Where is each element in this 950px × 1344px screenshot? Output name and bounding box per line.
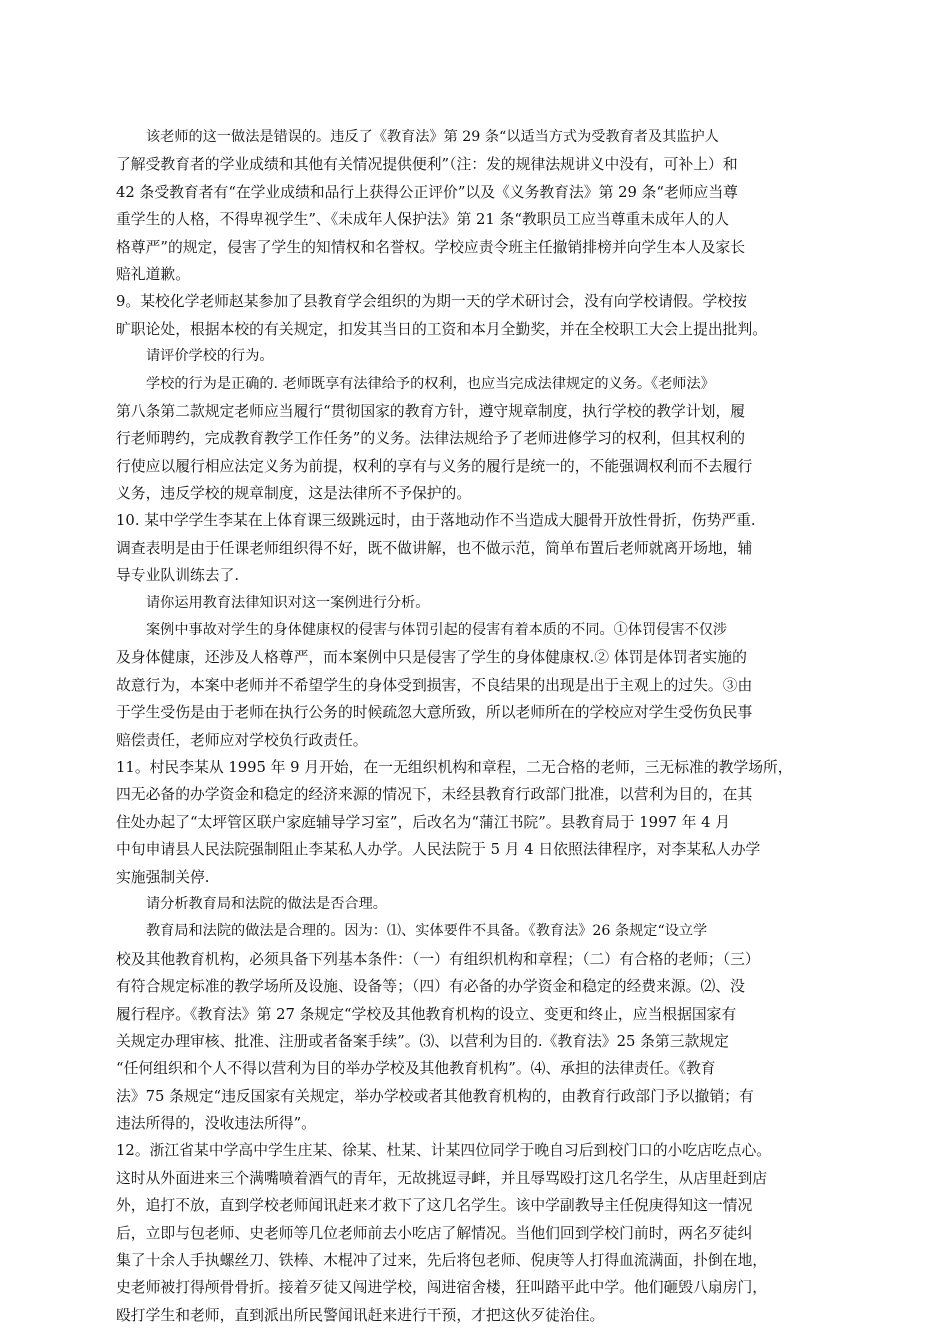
text-line: 有符合规定标准的教学场所及设施、设备等；（四）有必备的办学资金和稳定的经费来源。⑵、没 (116, 978, 745, 996)
text-line: 请分析教育局和法院的做法是否合理。 (146, 895, 387, 912)
text-line: 于学生受伤是由于老师在执行公务的时候疏忽大意所致，所以老师所在的学校应对学生受伤负民事 (116, 704, 753, 722)
text-line: 关规定办理审核、批准、注册或者备案手续”。⑶、以营利为目的.《教育法》25 条第三款规定 (116, 1032, 729, 1050)
text-line: “任何组织和个人不得以营利为目的举办学校及其他教育机构”。⑷、承担的法律责任。《教育 (116, 1060, 716, 1078)
text-line: 重学生的人格，不得卑视学生”、《未成年人保护法》第 21 条“教职员工应当尊重未成年人的人 (116, 211, 730, 229)
text-line: 行老师聘约，完成教育教学工作任务”的义务。法律法规给予了老师进修学习的权利，但其权利的 (116, 430, 746, 448)
text-line: 赔偿责任，老师应对学校负行政责任。 (116, 731, 368, 749)
text-line: 了解受教育者的学业成绩和其他有关情况提供便利”（注：发的规律法规讲义中没有，可补上）和 (116, 156, 738, 174)
text-line: 校及其他教育机构，必须具备下列基本条件：（一）有组织机构和章程；（二）有合格的老师；（三） (116, 950, 760, 968)
text-line: 教育局和法院的做法是合理的。因为：⑴、实体要件不具备。《教育法》26 条规定“设立学 (146, 923, 708, 940)
text-line: 案例中事故对学生的身体健康权的侵害与体罚引起的侵害有着本质的不同。①体罚侵害不仅涉 (146, 622, 728, 639)
text-line: 该老师的这一做法是错误的。违反了《教育法》第 29 条“以适当方式为受教育者及其监护人 (146, 129, 719, 145)
text-line: 旷职论处，根据本校的有关规定，扣发其当日的工资和本月全勤奖，并在全校职工大会上提出批判。 (116, 320, 768, 338)
text-line: 违法所得的，没收违法所得”。 (116, 1115, 316, 1133)
text-line: 履行程序。《教育法》第 27 条规定“学校及其他教育机构的设立、变更和终止，应当根据国家有 (116, 1005, 737, 1023)
text-line: 12。浙江省某中学高中学生庄某、徐某、杜某、计某四位同学于晚自习后到校门口的小吃店吃点心。 (116, 1142, 772, 1160)
text-line: 住处办起了“太坪管区联户家庭辅导学习室”，后改名为“蒲江书院”。县教育局于 1997 年 4 月 (116, 813, 731, 831)
text-line: 中旬申请县人民法院强制阻止李某私人办学。人民法院于 5 月 4 日依照法律程序，对李某私人办学 (116, 841, 761, 859)
document-page (116, 124, 836, 1329)
text-line: 法》75 条规定“违反国家有关规定，举办学校或者其他教育机构的，由教育行政部门予以撤销；有 (116, 1087, 754, 1105)
text-line: 请你运用教育法律知识对这一案例进行分析。 (146, 594, 430, 611)
text-line: 赔礼道歉。 (116, 265, 190, 283)
text-line: 调查表明是由于任课老师组织得不好，既不做讲解，也不做示范，简单布置后老师就离开场地，辅 (116, 539, 753, 557)
text-line: 四无必备的办学资金和稳定的经济来源的情况下，未经县教育行政部门批准，以营利为目的，在其 (116, 786, 753, 804)
text-line: 实施强制关停. (116, 868, 210, 886)
text-line: 11。村民李某从 1995 年 9 月开始，在一无组织机构和章程，二无合格的老师，三无标准的教学场所， (116, 758, 793, 776)
text-line: 后，立即与包老师、史老师等几位老师前去小吃店了解情况。当他们回到学校门前时，两名歹徒纠 (116, 1224, 753, 1242)
text-line: 第八条第二款规定老师应当履行“贯彻国家的教育方针，遵守规章制度，执行学校的教学计划，履 (116, 402, 746, 420)
text-line: 格尊严”的规定，侵害了学生的知情权和名誉权。学校应责令班主任撤销排榜并向学生本人及家长 (116, 238, 746, 256)
text-line: 10. 某中学学生李某在上体育课三级跳远时，由于落地动作不当造成大腿骨开放性骨折，伤势严重. (116, 512, 756, 530)
text-line: 42 条受教育者有“在学业成绩和品行上获得公正评价”以及《义务教育法》第 29 条“老师应当尊 (116, 183, 738, 201)
text-line: 义务，违反学校的规章制度，这是法律所不予保护的。 (116, 485, 472, 503)
text-line: 及身体健康，还涉及人格尊严，而本案例中只是侵害了学生的身体健康权.② 体罚是体罚者实施的 (116, 649, 747, 667)
text-line: 故意行为，本案中老师并不希望学生的身体受到损害，不良结果的出现是出于主观上的过失。③由 (116, 676, 753, 694)
text-line: 这时从外面进来三个满嘴喷着酒气的青年，无故挑逗寻衅，并且辱骂殴打这几名学生，从店里赶到店 (116, 1169, 768, 1187)
text-line: 行使应以履行相应法定义务为前提，权利的享有与义务的履行是统一的，不能强调权利而不去履行 (116, 457, 753, 475)
text-line: 9。某校化学老师赵某参加了县教育学会组织的为期一天的学术研讨会，没有向学校请假。学校按 (116, 293, 747, 311)
text-line: 请评价学校的行为。 (146, 348, 274, 365)
text-line: 外，追打不放，直到学校老师闻讯赶来才救下了这几名学生。该中学副教导主任倪庚得知这一情况 (116, 1197, 753, 1215)
text-line: 学校的行为是正确的. 老师既享有法律给予的权利，也应当完成法律规定的义务。《老师法》 (146, 375, 715, 392)
text-line: 集了十余人手执螺丝刀、铁棒、木棍冲了过来，先后将包老师、倪庚等人打得血流满面，扑倒在地， (116, 1252, 768, 1270)
text-line: 史老师被打得颅骨骨折。接着歹徒又闯进学校，闯进宿舍楼，狂叫踏平此中学。他们砸毁八扇房门， (116, 1279, 768, 1297)
text-line: 导专业队训练去了. (116, 567, 240, 585)
text-line: 殴打学生和老师，直到派出所民警闻讯赶来进行干预，才把这伙歹徒治住。 (116, 1306, 605, 1324)
